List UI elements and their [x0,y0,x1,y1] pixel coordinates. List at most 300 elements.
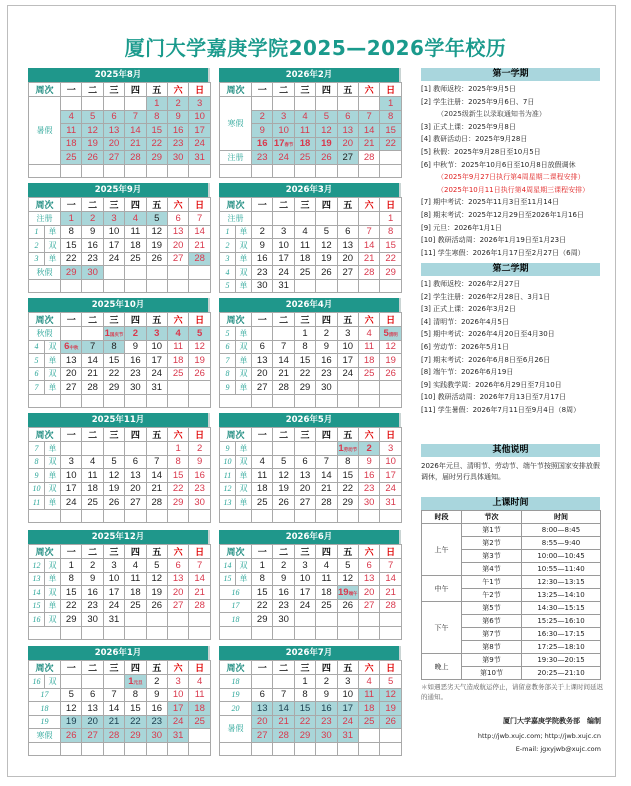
day-number: 28 [363,151,375,163]
day-number: 27 [172,600,184,612]
week-label: 注册 [220,212,252,226]
weekday-header: 日 [189,545,211,559]
day-cell [82,688,103,702]
week-row [29,496,211,510]
empty-cell [189,394,211,408]
day-cell [316,137,337,151]
empty-cell [61,626,82,640]
day-number: 14 [363,124,375,136]
month-title: 2026年5月 [219,413,401,427]
day-cell [61,729,82,743]
day-number: 17 [194,124,205,136]
day-cell [167,455,188,469]
day-number: 4 [323,559,330,571]
day-cell [82,572,103,586]
day-cell [146,225,167,239]
day-cell [125,151,146,165]
day-cell [189,340,211,354]
empty-cell [273,675,294,689]
week-label: 注册 [220,151,252,165]
schedule-period: 中午 [422,576,462,602]
day-cell [316,151,337,165]
day-number: 11 [364,341,375,353]
day-number: 24 [108,253,120,265]
day-cell [337,340,358,354]
empty-cell [82,626,103,640]
day-cell [189,688,211,702]
empty-cell [358,729,379,743]
day-cell [146,496,167,510]
week-parity: 单 [236,327,252,341]
day-cell [294,124,315,138]
day-number: 30 [87,613,98,625]
day-cell [103,252,124,266]
day-cell [380,688,402,702]
week-parity: 单 [45,572,61,586]
week-row [29,442,211,456]
day-number: 13 [256,354,268,366]
day-cell [316,482,337,496]
day-cell [125,702,146,716]
day-cell [82,559,103,573]
day-number: 11 [173,341,184,353]
day-number: 23 [256,151,268,163]
weekday-header: 二 [82,83,103,97]
weekday-header: 一 [252,661,273,675]
day-cell [61,469,82,483]
day-cell [252,367,273,381]
day-cell [273,702,294,716]
day-cell [316,124,337,138]
day-number: 9 [259,239,265,251]
term2-item: [1] 教师返校：2026年2月27日 [421,280,521,288]
day-cell [337,266,358,280]
weekday-header: 二 [273,313,294,327]
day-cell [167,496,188,510]
day-number: 27 [256,729,268,741]
week-row [220,97,402,111]
day-number: 15 [65,239,77,251]
holiday-label: 清明 [388,331,398,337]
day-number: 24 [194,138,205,150]
weekday-header-row [220,198,402,212]
week-row [29,327,211,341]
week-parity: 双 [45,613,61,627]
day-cell [358,340,379,354]
day-number: 4 [175,327,181,339]
day-cell [294,137,315,151]
weekday-header: 五 [337,83,358,97]
day-cell [167,688,188,702]
day-number: 24 [299,600,311,612]
empty-cell [167,279,188,293]
week-row [220,266,402,280]
day-number: 13 [108,124,120,136]
day-cell [273,381,294,395]
day-cell [273,151,294,165]
empty-cell [125,742,146,756]
day-number: 30 [278,613,289,625]
day-cell [273,613,294,627]
day-number: 19 [337,586,349,598]
term2-item: [9] 实践教学周：2026年6月29日至7月10日 [421,380,562,389]
empty-cell [294,613,315,627]
day-number: 29 [65,266,77,278]
schedule-session: 第3节 [462,550,522,563]
week-row [220,559,402,573]
day-number: 20 [172,239,184,251]
day-cell [380,340,402,354]
day-cell [82,124,103,138]
day-number: 6 [175,212,181,224]
day-cell [273,496,294,510]
week-label [220,626,252,640]
day-cell [358,124,379,138]
week-row [29,381,211,395]
day-number: 21 [151,483,163,495]
day-cell [125,496,146,510]
day-number: 5 [323,226,330,238]
day-cell [337,559,358,573]
empty-cell [103,442,124,456]
weekday-header: 五 [337,198,358,212]
empty-cell [146,266,167,280]
empty-cell [61,327,82,341]
week-number: 4 [29,340,45,354]
week-row [29,97,211,111]
day-cell [167,151,188,165]
day-number: 17 [172,702,184,714]
weekday-header: 六 [167,83,188,97]
schedule-row [422,524,601,537]
empty-cell [189,626,211,640]
day-number: 8 [259,573,265,585]
weekday-header-row [220,545,402,559]
week-row [220,599,402,613]
day-cell [358,252,379,266]
day-cell [125,367,146,381]
day-number: 16 [278,586,289,598]
empty-cell [167,164,188,178]
day-number: 23 [363,483,375,495]
day-number: 1 [259,559,265,571]
week-number: 2 [220,239,236,253]
day-cell [146,572,167,586]
weekday-header: 二 [82,313,103,327]
empty-cell [294,212,315,226]
week-parity: 单 [45,442,61,456]
day-number: 28 [130,151,141,163]
day-number: 20 [130,483,141,495]
empty-cell [380,613,402,627]
day-number: 3 [388,442,394,454]
day-cell [167,137,188,151]
footer-urls[interactable]: http://jwb.xujc.com; http://jwb.xujc.cn [477,732,601,740]
day-cell [358,469,379,483]
day-number: 1 [154,97,160,109]
schedule-time: 19:30—20:15 [522,654,601,667]
day-number: 11 [257,469,268,481]
weekday-header: 五 [146,545,167,559]
day-cell [316,586,337,600]
day-cell [273,266,294,280]
day-cell [103,239,124,253]
day-cell [125,688,146,702]
day-number: 19 [278,483,289,495]
day-number: 4 [68,111,74,123]
day-cell [316,110,337,124]
day-cell [252,702,273,716]
day-cell [358,702,379,716]
empty-cell [189,742,211,756]
day-cell [358,327,379,341]
day-cell [252,599,273,613]
day-number: 18 [130,239,141,251]
day-cell [273,367,294,381]
day-number: 21 [363,138,375,150]
empty-cell [294,626,315,640]
day-number: 20 [342,253,354,265]
weekday-header: 四 [316,313,337,327]
day-cell [358,572,379,586]
day-cell [61,496,82,510]
day-number: 16 [256,138,268,150]
day-number: 12 [321,239,332,251]
day-cell [125,675,146,689]
day-cell [189,675,211,689]
day-number: 12 [65,702,77,714]
day-cell [380,675,402,689]
day-number: 6 [64,341,70,353]
day-cell [273,110,294,124]
day-number: 20 [172,586,184,598]
day-cell [316,239,337,253]
day-number: 30 [87,266,98,278]
day-number: 16 [321,702,332,714]
day-cell [337,239,358,253]
empty-cell [380,151,402,165]
footer-email[interactable]: E-mail: jgxyjwb@xujc.com [515,745,601,753]
day-number: 9 [280,573,287,585]
day-number: 2 [197,442,203,454]
day-cell [167,442,188,456]
empty-cell [252,742,273,756]
day-cell [337,252,358,266]
day-cell [294,239,315,253]
weekday-header: 五 [146,198,167,212]
day-cell [125,559,146,573]
day-cell [167,225,188,239]
month-calendar [28,68,210,178]
day-number: 15 [299,354,311,366]
empty-cell [146,613,167,627]
month-title: 2025年11月 [28,413,210,427]
week-row [29,266,211,280]
day-cell [294,688,315,702]
week-number: 14 [220,559,236,573]
day-number: 31 [151,381,163,393]
empty-cell [380,729,402,743]
day-number: 4 [197,675,203,687]
week-row [29,354,211,368]
term2-item: [10] 教研活动周：2026年7月13日至7月17日 [421,393,567,402]
empty-cell [273,212,294,226]
day-number: 7 [89,341,96,353]
day-number: 26 [321,266,332,278]
day-cell [61,613,82,627]
weekday-header: 五 [146,661,167,675]
day-cell [380,252,402,266]
week-number: 11 [29,496,45,510]
month-calendar [219,646,401,756]
weekday-header: 六 [167,313,188,327]
day-number: 23 [172,138,184,150]
empty-cell [167,381,188,395]
day-number: 18 [87,483,98,495]
day-cell [252,110,273,124]
day-cell [125,110,146,124]
term1-item: [3] 正式上课：2025年9月8日 [421,122,516,131]
day-cell [189,715,211,729]
empty-cell [61,394,82,408]
day-number: 6 [111,111,117,123]
weekday-header: 六 [358,545,379,559]
day-number: 27 [342,151,354,163]
day-cell [82,455,103,469]
week-parity: 单 [236,496,252,510]
day-number: 22 [130,716,141,728]
day-number: 23 [321,368,332,380]
weekday-header: 二 [273,83,294,97]
day-cell [316,702,337,716]
week-parity: 双 [45,482,61,496]
weekday-header: 四 [316,428,337,442]
day-number: 5 [111,456,117,468]
day-cell [337,124,358,138]
week-parity: 双 [236,266,252,280]
month-calendar [28,298,210,408]
day-cell [103,137,124,151]
weekday-header: 四 [316,198,337,212]
week-column-header: 周次 [29,545,61,559]
day-cell [358,455,379,469]
day-cell [146,599,167,613]
day-number: 28 [363,266,375,278]
day-cell [189,110,211,124]
week-row [220,482,402,496]
day-number: 19 [151,239,163,251]
day-cell [358,239,379,253]
weekday-header: 日 [189,661,211,675]
empty-cell [103,742,124,756]
day-number: 31 [342,729,354,741]
week-label: 暑假 [29,97,61,165]
day-number: 13 [172,573,184,585]
day-cell [167,469,188,483]
day-cell [337,354,358,368]
day-cell [294,151,315,165]
day-cell [103,367,124,381]
day-cell [316,675,337,689]
day-cell [337,151,358,165]
day-number: 9 [175,111,181,123]
day-number: 26 [385,368,396,380]
week-parity: 单 [236,225,252,239]
schedule-time: 20:25—21:10 [522,667,601,680]
day-number: 9 [366,456,372,468]
week-row [220,381,402,395]
day-number: 24 [172,716,184,728]
day-cell [380,110,402,124]
empty-cell [380,626,402,640]
week-row [29,599,211,613]
month-calendar [28,413,210,523]
day-cell [294,496,315,510]
day-number: 8 [345,456,351,468]
day-cell [82,137,103,151]
day-cell [337,586,358,600]
week-number: 9 [220,442,236,456]
day-number: 21 [87,368,98,380]
day-number: 7 [280,689,287,701]
day-number: 8 [68,226,74,238]
term2-item: [4] 清明节：2026年4月5日 [421,317,509,326]
day-number: 27 [342,266,354,278]
day-number: 31 [172,729,184,741]
week-parity: 单 [45,354,61,368]
day-cell [294,266,315,280]
day-cell [61,225,82,239]
weather-footnote: ＊如遇恶劣天气造成航运停止，请留意教务部关于上课时间延迟的通知。 [421,683,603,701]
empty-cell [337,212,358,226]
weekday-header-row [220,83,402,97]
week-row [220,469,402,483]
day-number: 25 [363,716,375,728]
day-number: 21 [321,483,332,495]
week-row [220,675,402,689]
day-cell [167,715,188,729]
week-column-header: 周次 [220,545,252,559]
week-number: 1 [220,225,236,239]
day-number: 2 [323,327,330,339]
day-number: 17 [342,702,354,714]
day-number: 19 [87,138,98,150]
day-number: 7 [132,111,139,123]
weekday-header-row [29,428,211,442]
day-number: 12 [342,573,354,585]
week-column-header: 周次 [220,198,252,212]
week-row [220,327,402,341]
day-number: 25 [65,151,77,163]
term1-item: [7] 期中考试：2025年11月3日至11月14日 [421,198,560,207]
day-number: 25 [130,253,141,265]
empty-cell [61,509,82,523]
day-cell [337,715,358,729]
day-cell [189,97,211,111]
empty-cell [82,509,103,523]
weekday-header: 四 [316,83,337,97]
week-number: 16 [29,675,45,689]
week-row [29,586,211,600]
day-number: 14 [278,702,289,714]
week-number: 16 [29,613,45,627]
day-number: 15 [385,124,396,136]
day-cell [146,455,167,469]
day-number: 27 [172,253,184,265]
day-cell [380,599,402,613]
day-number: 9 [132,341,139,353]
day-cell [189,482,211,496]
